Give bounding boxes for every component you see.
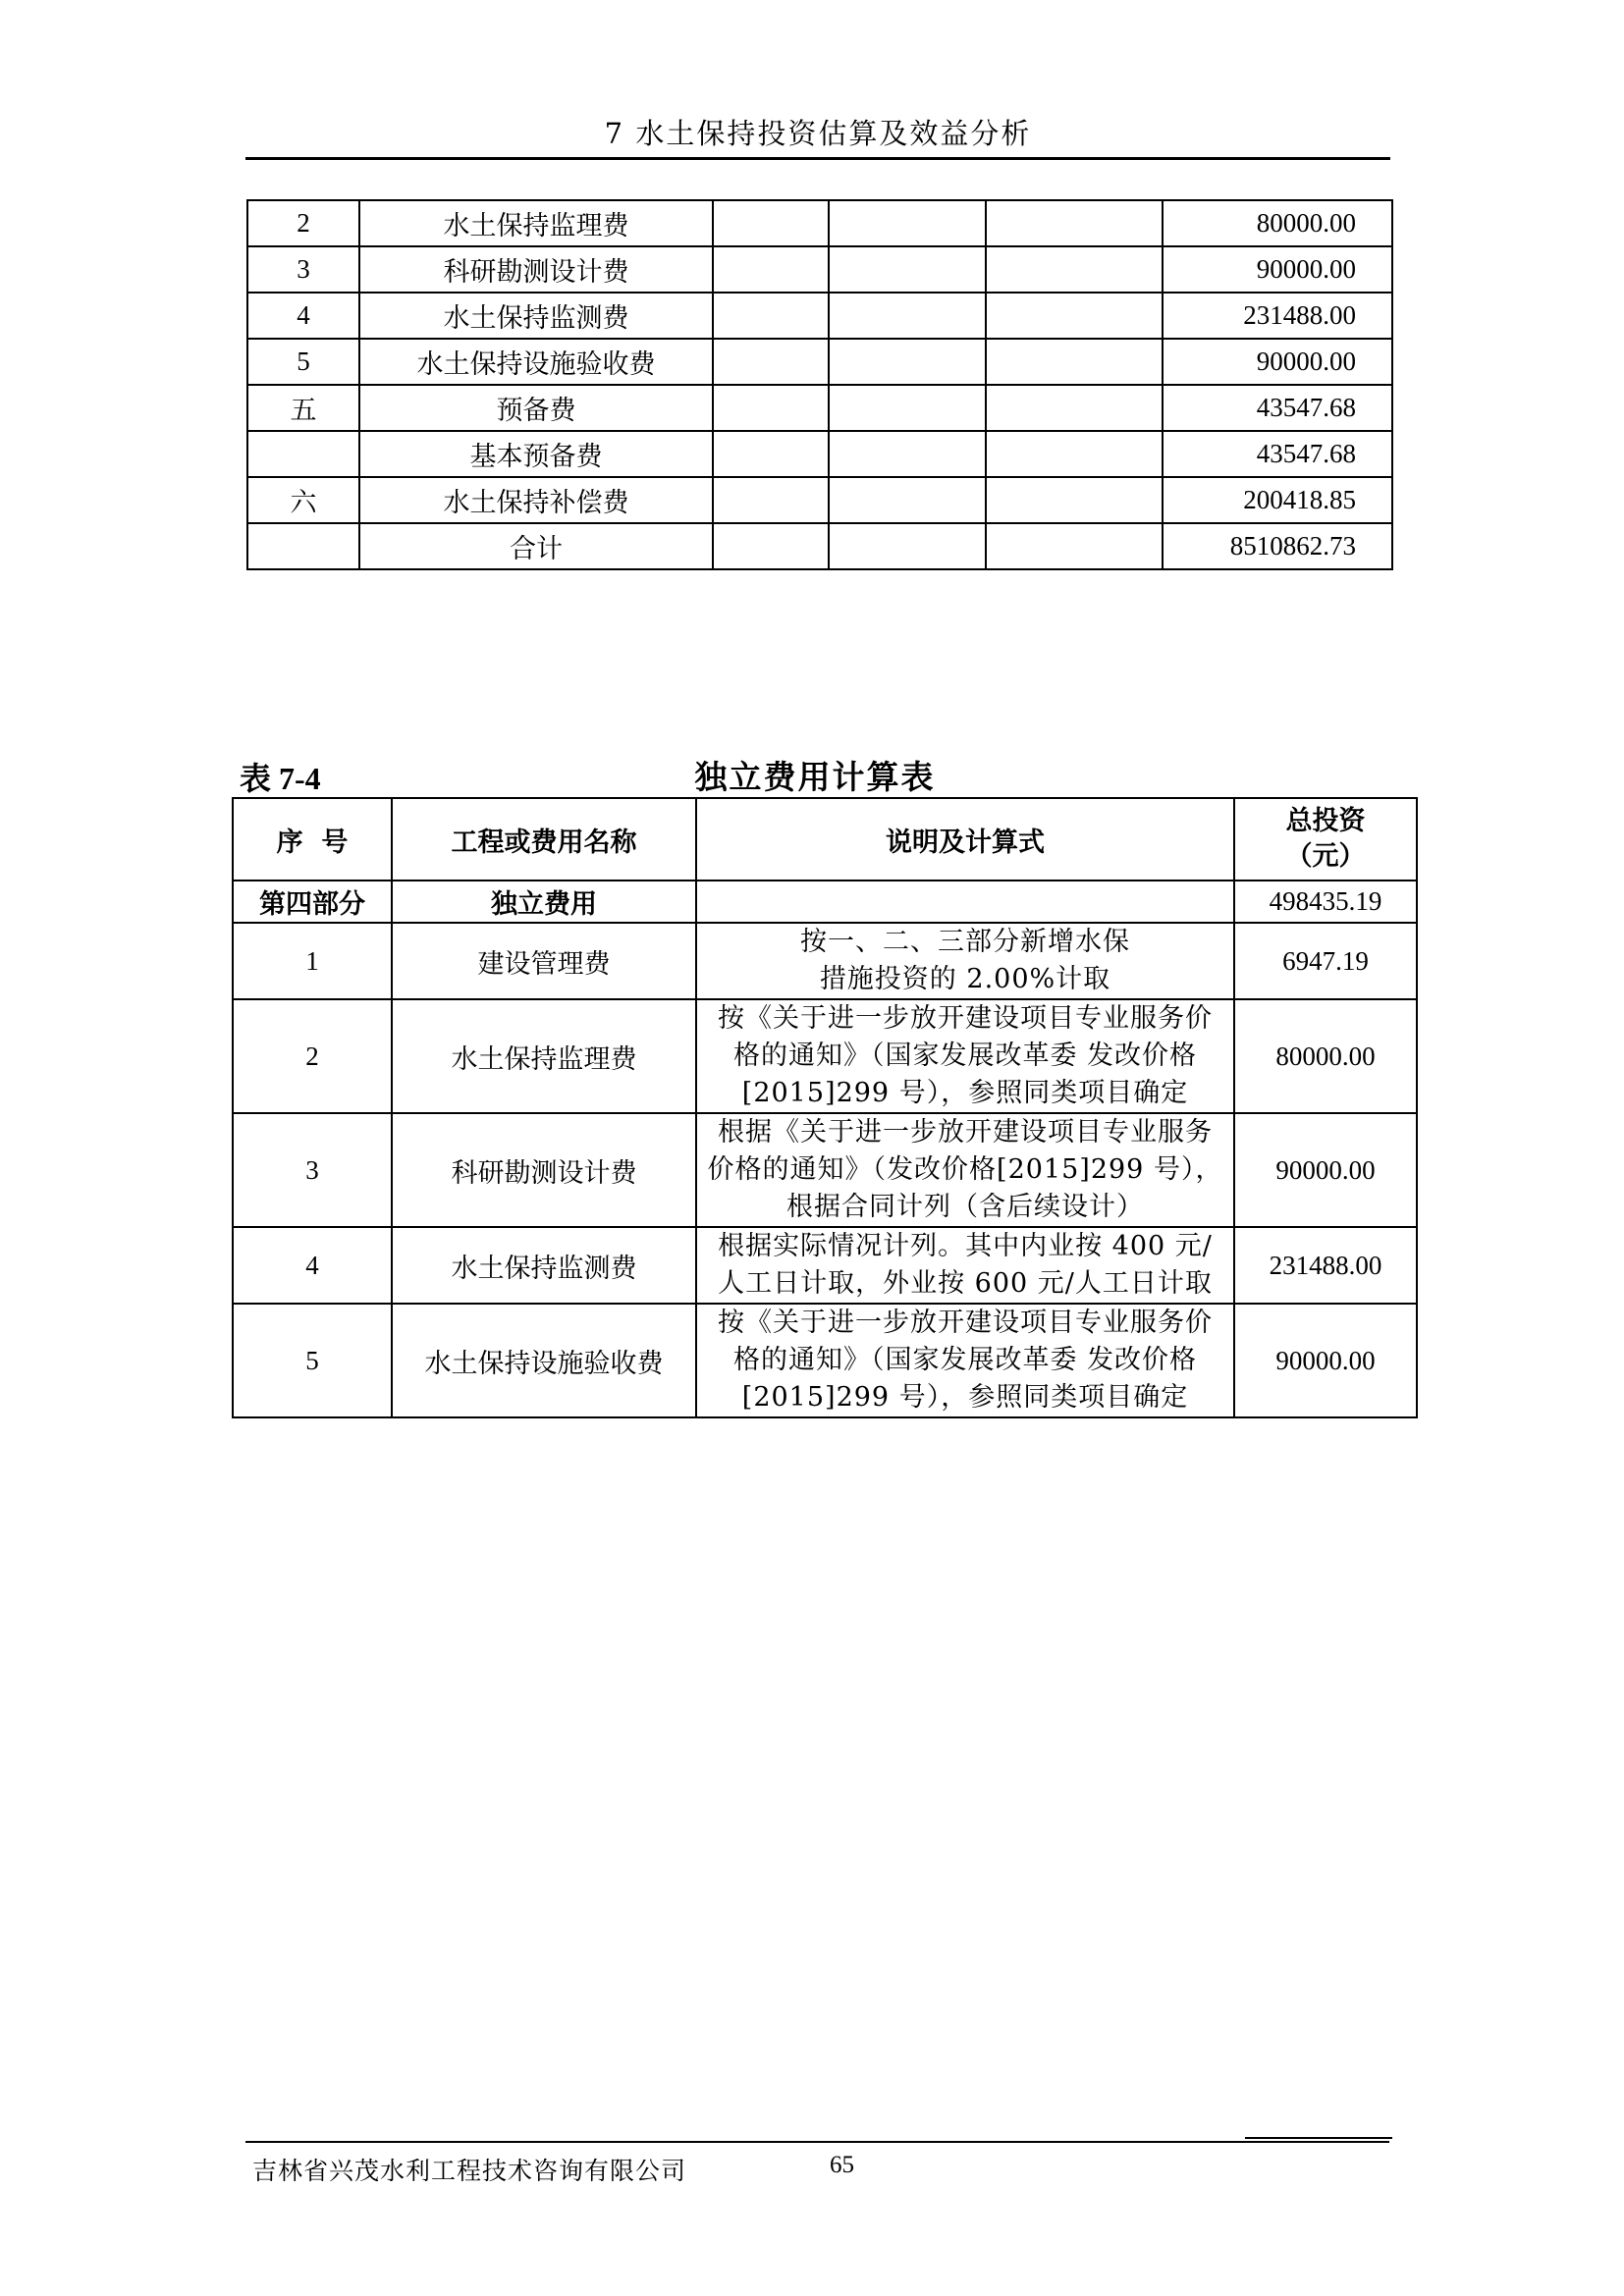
- row-description: [696, 1304, 1234, 1417]
- header-total-line2: （元）: [1285, 841, 1366, 872]
- row-name: 科研勘测设计费: [392, 1113, 696, 1227]
- row-total: 80000.00: [1163, 200, 1392, 246]
- description-line: 格的通知》（国家发展改革委 发改价格: [732, 1041, 1198, 1071]
- footer-company: 吉林省兴茂水利工程技术咨询有限公司: [252, 2157, 687, 2185]
- row-empty: [986, 293, 1163, 339]
- table-row: [233, 1304, 1417, 1417]
- table-row: [233, 999, 1417, 1113]
- section-total: 498435.19: [1234, 881, 1417, 923]
- row-index: 5: [247, 339, 359, 385]
- table-row: [247, 339, 1392, 385]
- row-index: 1: [233, 923, 392, 999]
- table-caption-number: 表 7-4: [240, 761, 321, 796]
- section-row: [233, 881, 1417, 923]
- header-total-line1: 总投资: [1285, 806, 1366, 836]
- header-name: 工程或费用名称: [392, 798, 696, 881]
- row-empty: [713, 293, 829, 339]
- row-name: 水土保持设施验收费: [392, 1304, 696, 1417]
- description-line: [2015]299 号），参照同类项目确定: [741, 1382, 1189, 1413]
- row-total: 43547.68: [1163, 431, 1392, 477]
- row-empty: [829, 246, 986, 293]
- description-line: 人工日计取，外业按 600 元/人工日计取: [718, 1268, 1213, 1299]
- row-empty: [986, 477, 1163, 523]
- row-empty: [829, 200, 986, 246]
- row-total: 80000.00: [1234, 999, 1417, 1113]
- row-empty: [829, 523, 986, 569]
- row-description: [696, 1227, 1234, 1304]
- table-row: [247, 246, 1392, 293]
- footer-rule: [245, 2141, 1389, 2143]
- row-total: 231488.00: [1234, 1227, 1417, 1304]
- row-total: 90000.00: [1163, 339, 1392, 385]
- row-description: [696, 999, 1234, 1113]
- table-row: [247, 477, 1392, 523]
- row-name: 合计: [359, 523, 713, 569]
- table-row: [247, 200, 1392, 246]
- row-empty: [829, 477, 986, 523]
- header-index: 序 号: [233, 798, 392, 881]
- description-line: [2015]299 号），参照同类项目确定: [741, 1078, 1189, 1108]
- description-line: 根据合同计列（含后续设计）: [786, 1192, 1144, 1222]
- row-empty: [829, 431, 986, 477]
- row-empty: [986, 385, 1163, 431]
- table-row: [247, 431, 1392, 477]
- row-name: 基本预备费: [359, 431, 713, 477]
- row-empty: [713, 523, 829, 569]
- footer-rule-short: [1245, 2137, 1392, 2139]
- description-line: 措施投资的 2.00%计取: [819, 964, 1111, 994]
- row-name: 预备费: [359, 385, 713, 431]
- row-empty: [986, 339, 1163, 385]
- table-row: [233, 1227, 1417, 1304]
- section-name: 独立费用: [392, 881, 696, 923]
- row-empty: [713, 339, 829, 385]
- description-line: 按《关于进一步放开建设项目专业服务价: [718, 1308, 1213, 1338]
- table-row: [247, 293, 1392, 339]
- row-name: 水土保持监测费: [392, 1227, 696, 1304]
- table-header-row: [233, 798, 1417, 881]
- row-empty: [713, 246, 829, 293]
- row-total: 90000.00: [1163, 246, 1392, 293]
- row-empty: [986, 523, 1163, 569]
- independent-cost-table: [232, 797, 1418, 1418]
- description-line: 价格的通知》（发改价格[2015]299 号），: [707, 1154, 1223, 1185]
- row-index: 六: [247, 477, 359, 523]
- row-name: 水土保持补偿费: [359, 477, 713, 523]
- row-total: 200418.85: [1163, 477, 1392, 523]
- row-index: 4: [247, 293, 359, 339]
- row-name: 科研勘测设计费: [359, 246, 713, 293]
- table-row: [247, 385, 1392, 431]
- table-row: [233, 923, 1417, 999]
- investment-table-continuation: [246, 199, 1393, 570]
- row-total: 43547.68: [1163, 385, 1392, 431]
- row-index: 五: [247, 385, 359, 431]
- description-line: 根据《关于进一步放开建设项目专业服务: [718, 1117, 1213, 1148]
- row-total: 6947.19: [1234, 923, 1417, 999]
- table-row: [233, 1113, 1417, 1227]
- row-index: 5: [233, 1304, 392, 1417]
- row-name: 建设管理费: [392, 923, 696, 999]
- row-index: 3: [247, 246, 359, 293]
- row-total: 8510862.73: [1163, 523, 1392, 569]
- row-index: 3: [233, 1113, 392, 1227]
- row-index: 2: [247, 200, 359, 246]
- section-index: 第四部分: [233, 881, 392, 923]
- row-total: 231488.00: [1163, 293, 1392, 339]
- row-index: 2: [233, 999, 392, 1113]
- header-total: [1234, 798, 1417, 881]
- section-desc: [696, 881, 1234, 923]
- header-rule: [245, 157, 1390, 160]
- row-empty: [713, 477, 829, 523]
- description-line: 根据实际情况计列。其中内业按 400 元/: [718, 1231, 1213, 1261]
- description-line: 按一、二、三部分新增水保: [800, 927, 1130, 957]
- page-number: 65: [830, 2152, 854, 2178]
- row-empty: [986, 431, 1163, 477]
- row-empty: [713, 385, 829, 431]
- row-empty: [829, 339, 986, 385]
- description-line: 按《关于进一步放开建设项目专业服务价: [718, 1003, 1213, 1034]
- row-empty: [713, 431, 829, 477]
- row-description: [696, 923, 1234, 999]
- row-empty: [713, 200, 829, 246]
- row-index: [247, 431, 359, 477]
- row-empty: [986, 200, 1163, 246]
- row-empty: [986, 246, 1163, 293]
- row-empty: [829, 385, 986, 431]
- row-name: 水土保持监理费: [359, 200, 713, 246]
- row-index: [247, 523, 359, 569]
- table-caption-title: 独立费用计算表: [694, 758, 936, 796]
- page-header-title: 7 水土保持投资估算及效益分析: [604, 117, 1032, 150]
- row-total: 90000.00: [1234, 1113, 1417, 1227]
- row-description: [696, 1113, 1234, 1227]
- row-empty: [829, 293, 986, 339]
- table-row: [247, 523, 1392, 569]
- header-desc: 说明及计算式: [696, 798, 1234, 881]
- row-name: 水土保持监理费: [392, 999, 696, 1113]
- row-index: 4: [233, 1227, 392, 1304]
- row-name: 水土保持设施验收费: [359, 339, 713, 385]
- description-line: 格的通知》（国家发展改革委 发改价格: [732, 1345, 1198, 1375]
- row-total: 90000.00: [1234, 1304, 1417, 1417]
- row-name: 水土保持监测费: [359, 293, 713, 339]
